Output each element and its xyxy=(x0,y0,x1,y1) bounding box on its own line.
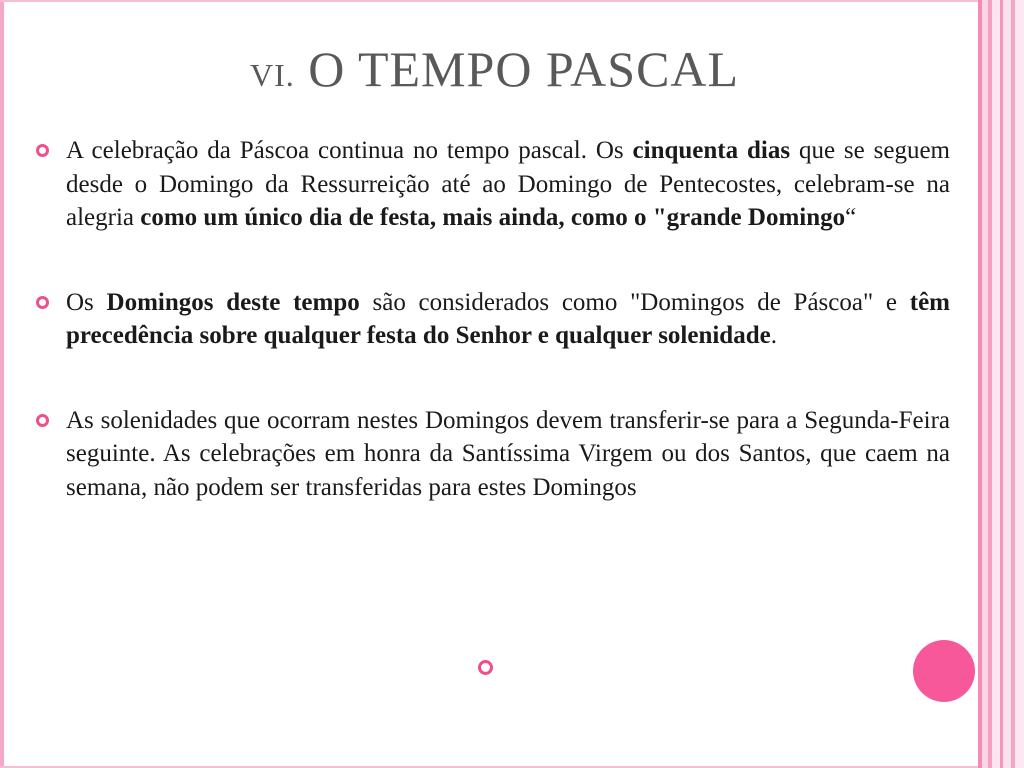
bullet-circle-icon xyxy=(36,414,49,427)
bullet-text: são considerados como "Domingos de Páscoa" e xyxy=(359,288,910,316)
decorative-stripes xyxy=(978,0,1024,768)
bullet-bold-text: como um único dia de festa, mais ainda, como o "grande Domingo xyxy=(140,204,846,231)
bullet-circle-icon xyxy=(36,296,49,309)
title-prefix: VI. xyxy=(250,57,295,93)
bullet-text: As solenidades que ocorram nestes Domingos devem transferir-se para a Segunda-Feira seguinte. As celebrações em honra da Santíssima Virgem ou dos Santos, que caem na semana, não podem ser transferidas para estes Domingos xyxy=(66,406,950,501)
bullet-text: . xyxy=(770,322,777,349)
bullet-text: Os xyxy=(66,288,107,316)
top-border xyxy=(0,0,980,2)
title-main: O TEMPO PASCAL xyxy=(308,41,740,97)
bullet-circle-icon xyxy=(36,144,49,157)
left-border xyxy=(0,0,4,768)
bullet-item xyxy=(30,134,950,235)
bullet-text: “ xyxy=(845,204,857,231)
bullet-text: que se seguem desde o Domingo da Ressurreição até ao Domingo de Pentecostes, celebram-se na alegria xyxy=(66,137,951,231)
bullet-item xyxy=(30,286,950,353)
bullet-bold-text: cinquenta dias xyxy=(632,137,791,164)
empty-bullet-circle-icon xyxy=(478,660,493,675)
decorative-pink-circle xyxy=(913,640,975,702)
bullet-item xyxy=(30,404,950,505)
bullet-list xyxy=(30,134,950,504)
slide-title xyxy=(250,40,739,98)
bullet-bold-text: têm precedência sobre qualquer festa do Senhor e qualquer solenidade xyxy=(66,288,950,349)
bullet-bold-text: Domingos deste tempo xyxy=(106,288,360,316)
bullet-text: A celebração da Páscoa continua no tempo pascal. Os xyxy=(66,137,633,164)
